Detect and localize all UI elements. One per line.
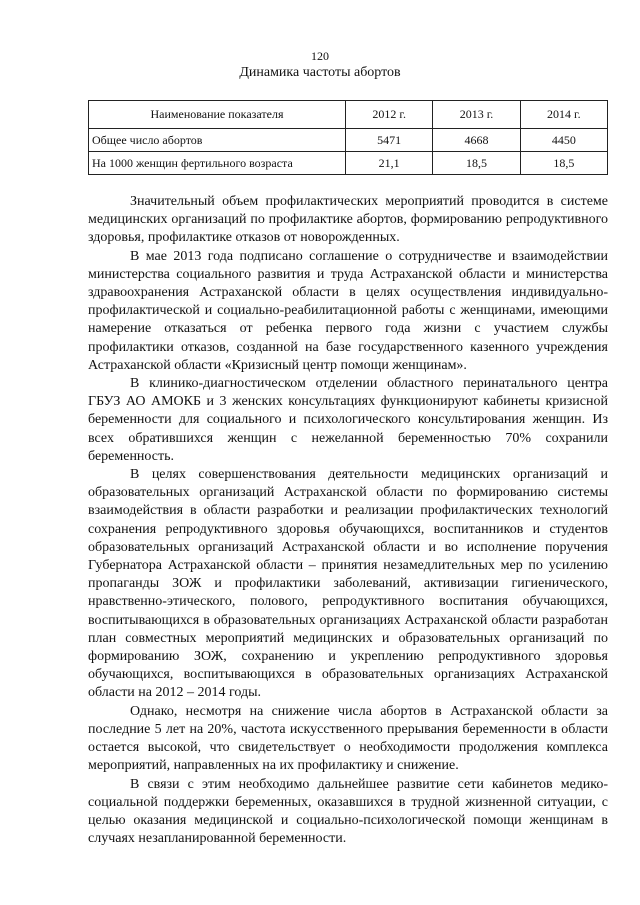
cell-2014: 18,5 [520, 152, 607, 175]
abortion-frequency-table [88, 100, 608, 175]
header-year-2014: 2014 г. [520, 101, 607, 129]
page-number: 120 [311, 49, 329, 63]
paragraph: Значительный объем профилактических мероприятий проводится в системе медицинских организаций по профилактике абортов, формированию репродуктивного здоровья, профилактике отказов от новорожденных. [88, 194, 608, 246]
body-text [88, 193, 608, 848]
row-label: На 1000 женщин фертильного возраста [89, 152, 346, 175]
cell-2012: 5471 [346, 129, 433, 152]
table-title: Динамика частоты абортов [239, 65, 401, 80]
paragraph: В целях совершенствования деятельности медицинских организаций и образовательных организаций Астраханской области по формированию системы взаимодействия в области разработки и реализации профилактических технологий сохранения репродуктивного здоровья обучающихся, воспитанников и студентов образовательных организаций Астраханской области и во исполнение поручения Губернатора Астраханской области – принятия незамедлительных мер по усилению пропаганды ЗОЖ и профилактики заболеваний, активизации гигиенического, нравственно-этического, полового, репродуктивного воспитания обучающихся, воспитывающихся в образовательных организациях Астраханской области разработан план совместных мероприятий медицинских и образовательных организаций по формированию ЗОЖ, сохранению и укреплению репродуктивного здоровья обучающихся, воспитывающихся в образовательных организациях Астраханской области на 2012 – 2014 годы. [88, 467, 608, 701]
cell-2013: 18,5 [433, 152, 520, 175]
header-year-2012: 2012 г. [346, 101, 433, 129]
paragraph: В клинико-диагностическом отделении областного перинатального центра ГБУЗ АО АМОКБ и 3 женских консультациях функционируют кабинеты кризисной беременности для социального и психологического консультирования женщин. Из всех обратившихся женщин с нежеланной беременностью 70% сохранили беременность. [88, 376, 608, 464]
table-row [89, 152, 608, 175]
header-year-2013: 2013 г. [433, 101, 520, 129]
header-indicator-name: Наименование показателя [89, 101, 346, 129]
table-header-row [89, 101, 608, 129]
cell-2014: 4450 [520, 129, 607, 152]
row-label: Общее число абортов [89, 129, 346, 152]
paragraph: Однако, несмотря на снижение числа абортов в Астраханской области за последние 5 лет на 20%, частота искусственного прерывания беременности в области остается высокой, что свидетельствует о необходимости продолжения комплекса мероприятий, направленных на их профилактику и снижение. [88, 703, 608, 774]
paragraph: В связи с этим необходимо дальнейшее развитие сети кабинетов медико-социальной поддержки беременных, оказавшихся в трудной жизненной ситуации, с целью оказания медицинской и социально-психологической помощи женщинам в случаях незапланированной беременности. [88, 776, 608, 847]
paragraph: В мае 2013 года подписано соглашение о сотрудничестве и взаимодействии министерства социального развития и труда Астраханской области и министерства здравоохранения Астраханской области в целях осуществления индивидуально-профилактической и социально-реабилитационной работы с женщинами, имеющими намерение отказаться от ребенка первого года жизни с участием службы профилактики отказов, созданной на базе государственного казенного учреждения Астраханской области «Кризисный центр помощи женщинам». [88, 248, 608, 373]
table-row [89, 129, 608, 152]
cell-2012: 21,1 [346, 152, 433, 175]
cell-2013: 4668 [433, 129, 520, 152]
